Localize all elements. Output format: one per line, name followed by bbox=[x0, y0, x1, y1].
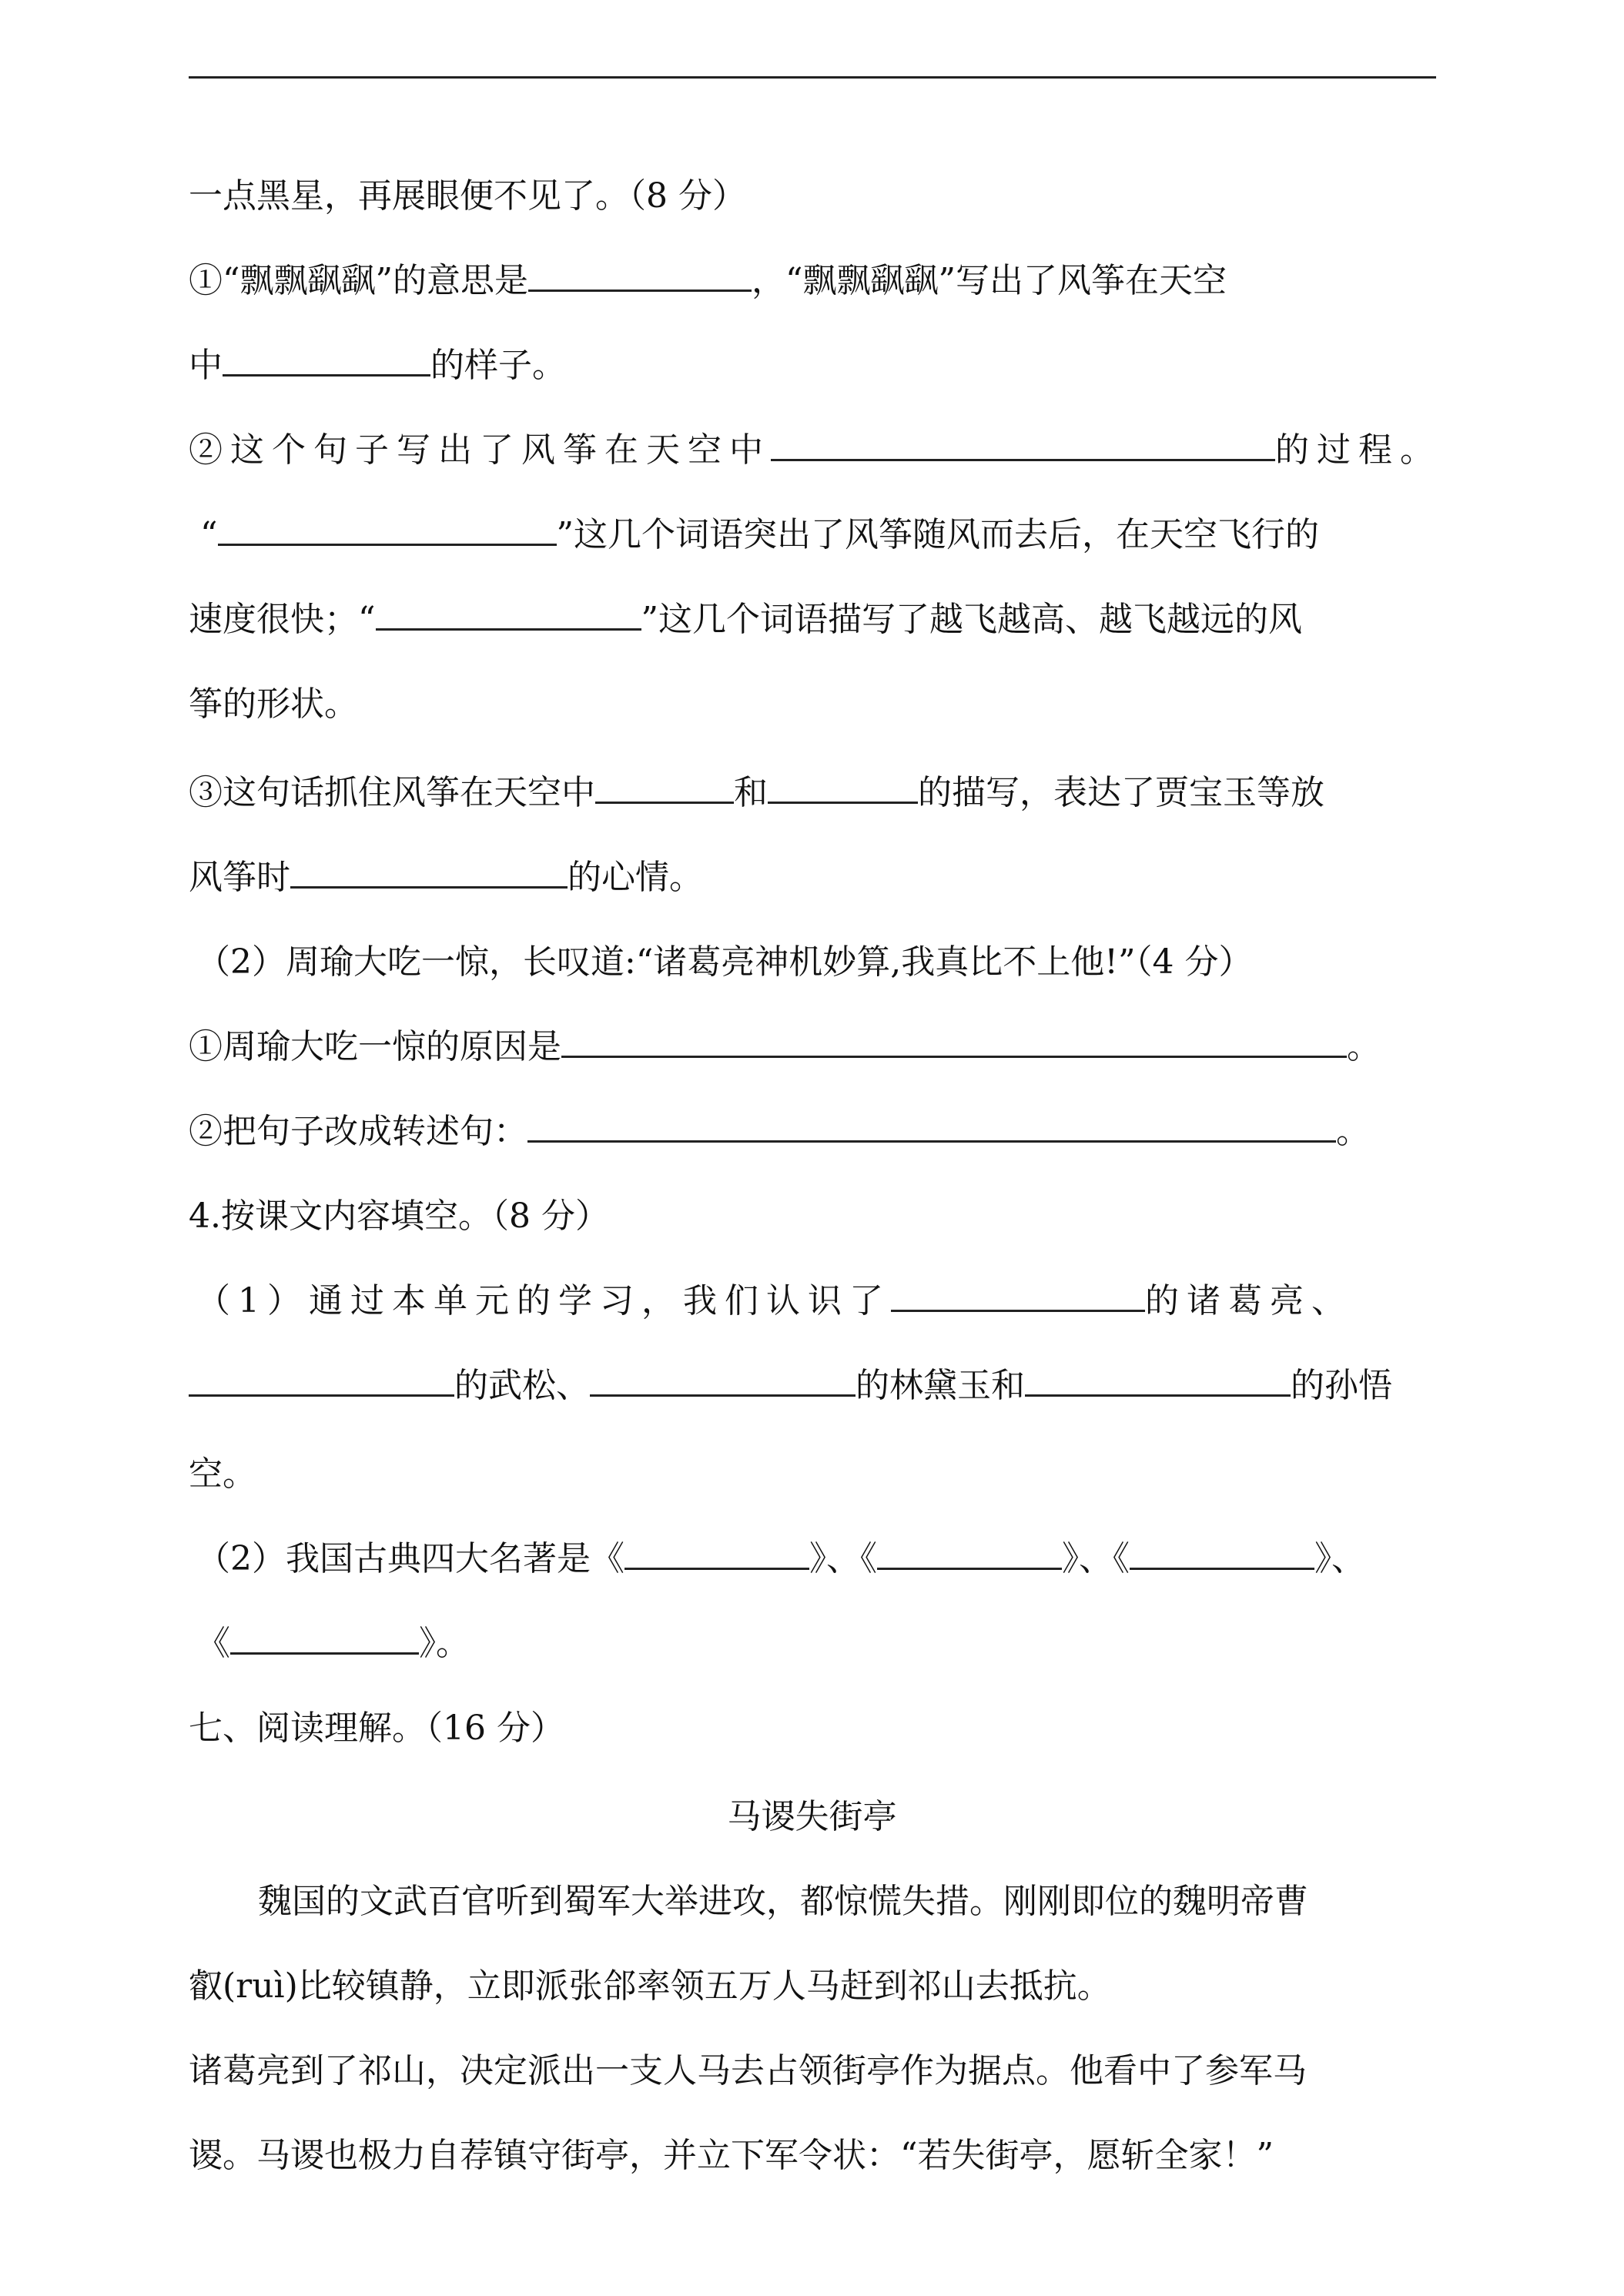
question-line bbox=[196, 1621, 1459, 1667]
question-line bbox=[189, 1024, 1452, 1070]
answer-blank[interactable] bbox=[771, 430, 1275, 461]
answer-blank[interactable] bbox=[624, 1538, 809, 1570]
question-line bbox=[196, 939, 1459, 986]
header-rule bbox=[189, 76, 1436, 79]
answer-blank[interactable] bbox=[877, 1538, 1062, 1570]
line-text: ①周瑜大吃一惊的原因是 bbox=[189, 1027, 561, 1066]
question-line bbox=[189, 1109, 1452, 1155]
line-text: ③这句话抓住风筝在天空中 bbox=[189, 773, 595, 812]
text-line bbox=[189, 681, 1452, 728]
article-paragraph: 叡(ruì)比较镇静，立即派张郃率领五万人马赶到祁山去抵抗。 bbox=[189, 1966, 1111, 2006]
answer-blank[interactable] bbox=[1025, 1365, 1291, 1397]
line-text: 和 bbox=[734, 773, 768, 812]
line-text: 的描写，表达了贾宝玉等放 bbox=[918, 773, 1324, 812]
question-line bbox=[189, 343, 1452, 389]
line-text: ”这几个词语描写了越飞越高、越飞越远的风 bbox=[641, 600, 1302, 639]
answer-blank[interactable] bbox=[891, 1280, 1145, 1312]
answer-blank[interactable] bbox=[768, 772, 918, 804]
line-text: 4.按课文内容填空。（8 分） bbox=[189, 1197, 609, 1236]
section-heading bbox=[189, 1705, 1452, 1752]
line-text: （1）通过本单元的学习，我们认识了 bbox=[196, 1281, 891, 1320]
line-text: 》。 bbox=[419, 1624, 470, 1663]
text-line bbox=[189, 173, 1452, 219]
question-line bbox=[196, 1278, 1459, 1324]
article-title: 马谡失街亭 bbox=[727, 1797, 897, 1836]
line-text: 的孙悟 bbox=[1291, 1366, 1392, 1405]
line-text: “ bbox=[200, 515, 218, 554]
line-text: 中 bbox=[189, 346, 223, 385]
question-line bbox=[189, 1363, 1452, 1409]
answer-blank[interactable] bbox=[189, 1365, 454, 1397]
text-line bbox=[189, 1451, 1452, 1498]
line-text: 的诸葛亮、 bbox=[1145, 1281, 1353, 1320]
line-text: 》、《 bbox=[809, 1539, 877, 1578]
line-text: ①“飘飘飖飖”的意思是 bbox=[189, 261, 528, 300]
line-text: 七、阅读理解。（16 分） bbox=[189, 1709, 564, 1748]
answer-blank[interactable] bbox=[376, 599, 641, 631]
line-text: 空。 bbox=[189, 1454, 256, 1494]
question-line bbox=[189, 427, 1452, 474]
answer-blank[interactable] bbox=[590, 1365, 856, 1397]
article-paragraph: 谡。马谡也极力自荐镇守街亭，并立下军令状：“若失街亭，愿斩全家！” bbox=[189, 2136, 1274, 2175]
answer-blank[interactable] bbox=[527, 1111, 1336, 1143]
article-paragraph: 魏国的文武百官听到蜀军大举进攻，都惊慌失措。刚刚即位的魏明帝曹 bbox=[258, 1882, 1308, 1921]
answer-blank[interactable] bbox=[1130, 1538, 1314, 1570]
question-line bbox=[196, 1536, 1459, 1582]
section-heading bbox=[189, 1193, 1452, 1240]
line-text: ”这几个词语突出了风筝随风而去后，在天空飞行的 bbox=[556, 515, 1319, 554]
line-text: 《 bbox=[196, 1624, 230, 1663]
line-text: 速度很快；“ bbox=[189, 600, 376, 639]
line-text: ②把句子改成转述句： bbox=[189, 1112, 527, 1151]
article-paragraph: 诸葛亮到了祁山，决定派出一支人马去占领街亭作为据点。他看中了参军马 bbox=[189, 2051, 1307, 2090]
line-text: 的心情。 bbox=[568, 858, 703, 897]
answer-blank[interactable] bbox=[218, 514, 557, 546]
line-text: 》、《 bbox=[1062, 1539, 1130, 1578]
line-text: 一点黑星，再展眼便不见了。（8 分） bbox=[189, 176, 746, 216]
line-text: 的过程。 bbox=[1275, 430, 1442, 470]
line-text: 风筝时 bbox=[189, 858, 290, 897]
answer-blank[interactable] bbox=[230, 1623, 419, 1655]
line-text: 。 bbox=[1336, 1112, 1370, 1151]
line-text: ，“飘飘飖飖”写出了风筝在天空 bbox=[752, 261, 1227, 300]
line-text: 。 bbox=[1347, 1027, 1381, 1066]
answer-blank[interactable] bbox=[528, 260, 752, 292]
line-text: 》、 bbox=[1314, 1539, 1365, 1578]
line-text: 的样子。 bbox=[430, 346, 566, 385]
question-line bbox=[200, 512, 1463, 558]
answer-blank[interactable] bbox=[290, 857, 568, 889]
line-text: （2）我国古典四大名著是《 bbox=[196, 1539, 624, 1578]
line-text: 筝的形状。 bbox=[189, 684, 358, 724]
question-line bbox=[189, 258, 1452, 304]
question-line bbox=[189, 597, 1452, 643]
line-text: ②这个句子写出了风筝在天空中 bbox=[189, 430, 771, 470]
question-line bbox=[189, 770, 1452, 816]
answer-blank[interactable] bbox=[561, 1026, 1347, 1058]
line-text: 的林黛玉和 bbox=[856, 1366, 1025, 1405]
answer-blank[interactable] bbox=[595, 772, 734, 804]
line-text: 的武松、 bbox=[454, 1366, 590, 1405]
question-line bbox=[189, 855, 1452, 901]
answer-blank[interactable] bbox=[223, 345, 430, 377]
line-text: （2）周瑜大吃一惊，长叹道:“诸葛亮神机妙算,我真比不上他!”（4 分） bbox=[196, 942, 1253, 982]
